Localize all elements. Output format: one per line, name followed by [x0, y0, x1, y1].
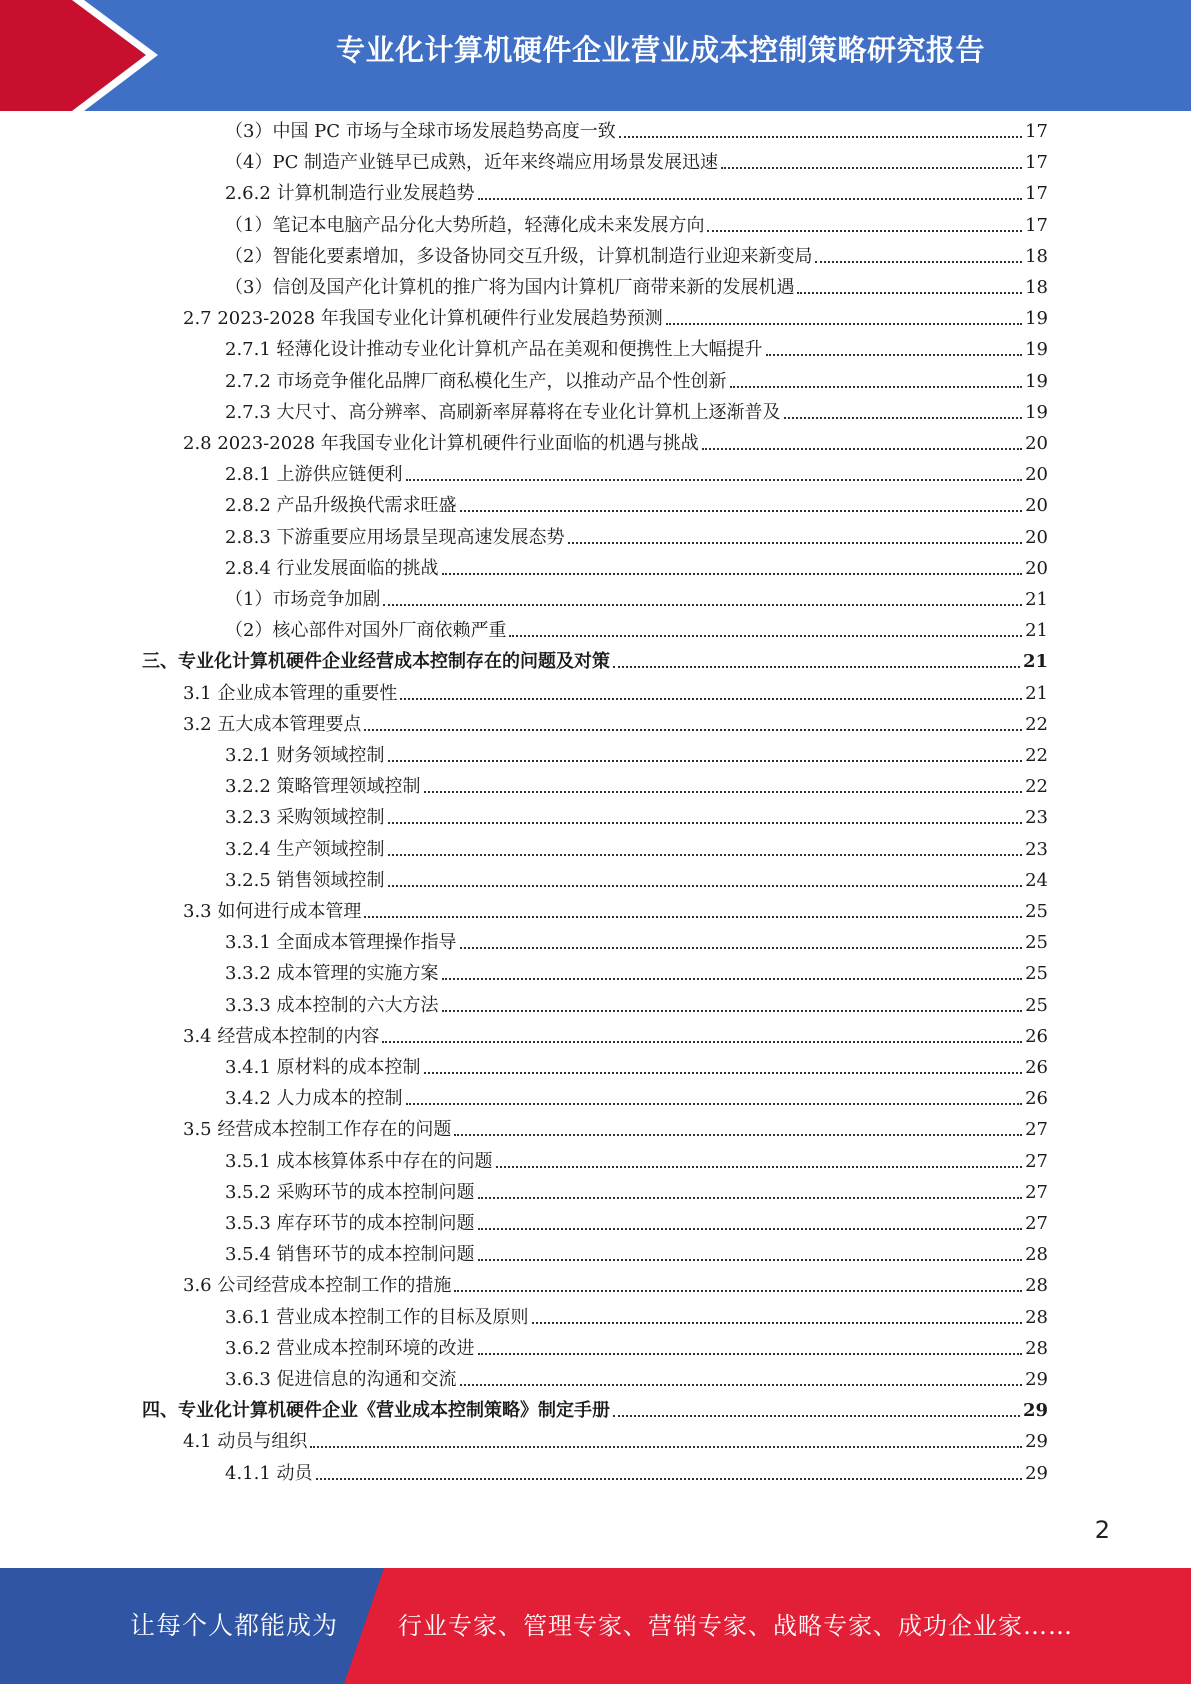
toc-entry-page: 17: [1025, 214, 1048, 236]
toc-dot-leader: [442, 978, 1023, 980]
toc-dot-leader: [388, 885, 1023, 887]
toc-entry[interactable]: [225, 1298, 1048, 1329]
toc-entry-page: 17: [1025, 183, 1048, 205]
toc-dot-leader: [388, 854, 1023, 856]
toc-entry-label: （3）信创及国产化计算机的推广将为国内计算机厂商带来新的发展机遇: [225, 277, 795, 298]
toc-entry-label: 2.6.2 计算机制造行业发展趋势: [225, 183, 475, 205]
toc-entry[interactable]: [225, 798, 1048, 829]
page-number: 2: [1094, 1516, 1110, 1544]
toc-entry-label: 3.5 经营成本控制工作存在的问题: [183, 1119, 452, 1141]
toc-entry[interactable]: [225, 1454, 1048, 1485]
toc-entry-label: 3.4.2 人力成本的控制: [225, 1088, 403, 1110]
toc-dot-leader: [460, 1384, 1023, 1386]
toc-entry-label: 2.8.4 行业发展面临的挑战: [225, 557, 439, 579]
toc-entry-page: 28: [1025, 1306, 1048, 1328]
toc-entry-label: 3.2.4 生产领域控制: [225, 838, 385, 860]
toc-entry-label: 3.5.4 销售环节的成本控制问题: [225, 1244, 475, 1266]
toc-dot-leader: [316, 1478, 1023, 1480]
toc-dot-leader: [388, 760, 1023, 762]
toc-entry-page: 17: [1025, 121, 1048, 142]
toc-dot-leader: [613, 1415, 1020, 1417]
toc-entry-label: 3.2.5 销售领域控制: [225, 869, 385, 891]
toc-dot-leader: [478, 1259, 1023, 1261]
toc-entry[interactable]: [225, 206, 1048, 237]
toc-entry[interactable]: [225, 112, 1048, 143]
toc-dot-leader: [784, 417, 1023, 419]
toc-dot-leader: [406, 1103, 1023, 1105]
toc-entry-page: 23: [1025, 807, 1048, 829]
toc-entry[interactable]: [225, 237, 1048, 268]
toc-entry[interactable]: [225, 1142, 1048, 1173]
page-header: [0, 0, 1191, 111]
toc-entry[interactable]: [225, 1048, 1048, 1079]
toc-dot-leader: [702, 448, 1022, 450]
toc-entry-label: 3.2.3 采购领域控制: [225, 807, 385, 829]
toc-entry-page: 19: [1025, 339, 1048, 361]
toc-entry-label: 2.7.3 大尺寸、高分辨率、高刷新率屏幕将在专业化计算机上逐渐普及: [225, 401, 781, 423]
toc-dot-leader: [478, 1197, 1023, 1199]
toc-entry-label: （1）市场竞争加剧: [225, 589, 381, 610]
toc-entry-page: 28: [1025, 1275, 1048, 1297]
toc-entry[interactable]: [183, 892, 1048, 923]
toc-entry-page: 27: [1025, 1213, 1048, 1234]
toc-entry-page: 20: [1025, 464, 1048, 486]
toc-entry-page: 18: [1025, 245, 1048, 267]
toc-entry[interactable]: [183, 299, 1048, 330]
toc-entry-page: 18: [1025, 277, 1048, 298]
toc-dot-leader: [460, 510, 1023, 512]
toc-entry-label: 3.2 五大成本管理要点: [183, 713, 362, 735]
toc-entry-page: 21: [1025, 682, 1048, 704]
toc-entry-label: 3.6.3 促进信息的沟通和交流: [225, 1369, 457, 1390]
toc-entry-page: 25: [1025, 932, 1048, 954]
toc-entry[interactable]: [225, 986, 1048, 1017]
toc-entry[interactable]: [225, 455, 1048, 486]
toc-dot-leader: [310, 1446, 1022, 1448]
toc-entry-label: （2）智能化要素增加，多设备协同交互升级，计算机制造行业迎来新变局: [225, 245, 813, 267]
toc-entry-label: 3.1 企业成本管理的重要性: [183, 682, 398, 704]
toc-entry-label: 3.6.2 营业成本控制环境的改进: [225, 1337, 475, 1359]
toc-dot-leader: [730, 386, 1023, 388]
toc-entry[interactable]: [225, 1079, 1048, 1110]
toc-entry-page: 27: [1025, 1181, 1048, 1203]
toc-entry-page: 22: [1025, 745, 1048, 766]
toc-entry[interactable]: [183, 1017, 1048, 1048]
toc-entry-label: 2.7.1 轻薄化设计推动专业化计算机产品在美观和便携性上大幅提升: [225, 339, 763, 361]
toc-entry-label: 3.5.1 成本核算体系中存在的问题: [225, 1150, 493, 1172]
toc-entry[interactable]: [225, 1235, 1048, 1266]
toc-dot-leader: [815, 261, 1022, 263]
toc-entry-label: 3.4.1 原材料的成本控制: [225, 1057, 421, 1078]
toc-entry-page: 29: [1022, 1400, 1048, 1422]
toc-entry[interactable]: [225, 580, 1048, 611]
toc-entry-label: 四、专业化计算机硬件企业《营业成本控制策略》制定手册: [142, 1400, 610, 1422]
toc-entry-page: 24: [1025, 869, 1048, 891]
toc-entry[interactable]: [225, 923, 1048, 954]
toc-entry-label: 3.3.1 全面成本管理操作指导: [225, 932, 457, 954]
toc-entry-label: （2）核心部件对国外厂商依赖严重: [225, 620, 507, 642]
toc-entry-page: 28: [1025, 1337, 1048, 1359]
toc-entry-label: 3.2.2 策略管理领域控制: [225, 776, 421, 798]
toc-entry-page: 27: [1025, 1150, 1048, 1172]
toc-entry-label: 3.4 经营成本控制的内容: [183, 1025, 380, 1047]
toc-entry-label: 3.3 如何进行成本管理: [183, 901, 362, 922]
toc-entry-label: （1）笔记本电脑产品分化大势所趋，轻薄化成未来发展方向: [225, 214, 705, 236]
toc-entry-page: 29: [1025, 1462, 1048, 1484]
toc-entry-label: 3.5.3 库存环节的成本控制问题: [225, 1213, 475, 1234]
toc-entry[interactable]: [225, 143, 1048, 174]
toc-entry-label: 4.1 动员与组织: [183, 1431, 308, 1453]
toc-entry[interactable]: [225, 518, 1048, 549]
toc-entry[interactable]: [225, 362, 1048, 393]
toc-entry-page: 20: [1025, 433, 1048, 454]
toc-entry-label: 3.3.3 成本控制的六大方法: [225, 994, 439, 1016]
toc-dot-leader: [406, 479, 1023, 481]
toc-entry-label: 三、专业化计算机硬件企业经营成本控制存在的问题及对策: [142, 651, 610, 673]
toc-entry-page: 17: [1025, 152, 1048, 174]
toc-dot-leader: [766, 354, 1023, 356]
toc-entry-label: （3）中国 PC 市场与全球市场发展趋势高度一致: [225, 121, 616, 142]
toc-entry-page: 19: [1025, 308, 1048, 330]
toc-dot-leader: [478, 1353, 1023, 1355]
toc-entry[interactable]: [225, 268, 1048, 299]
toc-entry[interactable]: [225, 174, 1048, 205]
toc-entry[interactable]: [183, 1422, 1048, 1453]
toc-dot-leader: [424, 1072, 1023, 1074]
toc-dot-leader: [707, 230, 1022, 232]
toc-dot-leader: [400, 698, 1022, 700]
toc-entry[interactable]: [225, 1329, 1048, 1360]
toc-entry-label: 4.1.1 动员: [225, 1462, 313, 1484]
toc-entry-page: 29: [1025, 1369, 1048, 1390]
toc-entry[interactable]: [225, 1360, 1048, 1391]
toc-entry-page: 21: [1022, 651, 1048, 673]
toc-dot-leader: [797, 292, 1022, 294]
toc-entry-page: 22: [1025, 776, 1048, 798]
toc-entry-page: 22: [1025, 713, 1048, 735]
toc-dot-leader: [442, 1010, 1023, 1012]
toc-entry-label: 2.8.3 下游重要应用场景呈现高速发展态势: [225, 526, 565, 548]
toc-entry-page: 21: [1025, 589, 1048, 610]
toc-dot-leader: [619, 136, 1022, 138]
toc-entry-page: 26: [1025, 1088, 1048, 1110]
toc-entry[interactable]: [225, 330, 1048, 361]
toc-entry-label: 3.3.2 成本管理的实施方案: [225, 963, 439, 985]
toc-entry-label: 2.7 2023-2028 年我国专业化计算机硬件行业发展趋势预测: [183, 308, 663, 330]
toc-entry[interactable]: [142, 1391, 1048, 1422]
toc-dot-leader: [496, 1166, 1023, 1168]
toc-entry[interactable]: [183, 424, 1048, 455]
toc-dot-leader: [666, 323, 1022, 325]
toc-entry-label: 2.8.2 产品升级换代需求旺盛: [225, 495, 457, 517]
toc-entry[interactable]: [183, 674, 1048, 705]
toc-entry[interactable]: [225, 549, 1048, 580]
toc-entry[interactable]: [225, 736, 1048, 767]
toc-entry-label: 3.6.1 营业成本控制工作的目标及原则: [225, 1306, 529, 1328]
toc-entry-page: 25: [1025, 994, 1048, 1016]
toc-entry-page: 19: [1025, 401, 1048, 423]
toc-entry[interactable]: [183, 1266, 1048, 1297]
toc-dot-leader: [382, 1041, 1022, 1043]
toc-entry-label: 3.5.2 采购环节的成本控制问题: [225, 1181, 475, 1203]
toc-entry-page: 20: [1025, 495, 1048, 517]
footer-slogan-left: 让每个人都能成为: [130, 1611, 339, 1640]
toc-entry[interactable]: [225, 861, 1048, 892]
toc-dot-leader: [388, 822, 1023, 824]
toc-dot-leader: [364, 729, 1022, 731]
toc-entry-page: 19: [1025, 370, 1048, 392]
toc-entry[interactable]: [183, 1110, 1048, 1141]
toc-dot-leader: [424, 791, 1023, 793]
toc-entry-page: 29: [1025, 1431, 1048, 1453]
toc-dot-leader: [442, 573, 1023, 575]
toc-entry-page: 20: [1025, 526, 1048, 548]
toc-entry-label: 2.8 2023-2028 年我国专业化计算机硬件行业面临的机遇与挑战: [183, 433, 699, 454]
toc-dot-leader: [460, 947, 1023, 949]
toc-entry-page: 20: [1025, 557, 1048, 579]
toc-entry[interactable]: [225, 1173, 1048, 1204]
toc-entry-page: 25: [1025, 901, 1048, 922]
toc-entry-page: 28: [1025, 1244, 1048, 1266]
toc-entry-page: 23: [1025, 838, 1048, 860]
toc-dot-leader: [364, 916, 1022, 918]
toc-dot-leader: [454, 1134, 1022, 1136]
toc-entry[interactable]: [225, 767, 1048, 798]
toc-entry[interactable]: [183, 705, 1048, 736]
toc-entry-label: （4）PC 制造产业链早已成熟，近年来终端应用场景发展迅速: [225, 152, 719, 174]
toc-entry-page: 25: [1025, 963, 1048, 985]
toc-entry-page: 21: [1025, 620, 1048, 642]
toc-entry[interactable]: [225, 830, 1048, 861]
report-title: 专业化计算机硬件企业营业成本控制策略研究报告: [335, 33, 985, 67]
footer-slogan-right: 行业专家、管理专家、营销专家、战略专家、成功企业家……: [398, 1612, 1073, 1640]
toc-dot-leader: [532, 1322, 1023, 1324]
toc-entry[interactable]: [142, 642, 1048, 673]
toc-entry[interactable]: [225, 611, 1048, 642]
toc-dot-leader: [383, 604, 1022, 606]
toc-entry[interactable]: [225, 393, 1048, 424]
toc-entry-label: 3.6 公司经营成本控制工作的措施: [183, 1275, 452, 1297]
toc-entry[interactable]: [225, 1204, 1048, 1235]
toc-entry-label: 3.2.1 财务领域控制: [225, 745, 385, 766]
toc-dot-leader: [454, 1290, 1022, 1292]
toc-entry-label: 2.7.2 市场竞争催化品牌厂商私模化生产，以推动产品个性创新: [225, 370, 727, 392]
toc-dot-leader: [568, 542, 1023, 544]
page-footer: [0, 1568, 1191, 1684]
toc-dot-leader: [478, 1228, 1023, 1230]
toc-dot-leader: [478, 198, 1023, 200]
toc-entry-label: 2.8.1 上游供应链便利: [225, 464, 403, 486]
toc-entry-page: 27: [1025, 1119, 1048, 1141]
toc-dot-leader: [509, 635, 1022, 637]
toc-dot-leader: [613, 666, 1020, 668]
toc-dot-leader: [721, 167, 1022, 169]
toc-entry-page: 26: [1025, 1057, 1048, 1078]
toc-entry-page: 26: [1025, 1025, 1048, 1047]
toc-entry[interactable]: [225, 954, 1048, 985]
toc-entry[interactable]: [225, 486, 1048, 517]
